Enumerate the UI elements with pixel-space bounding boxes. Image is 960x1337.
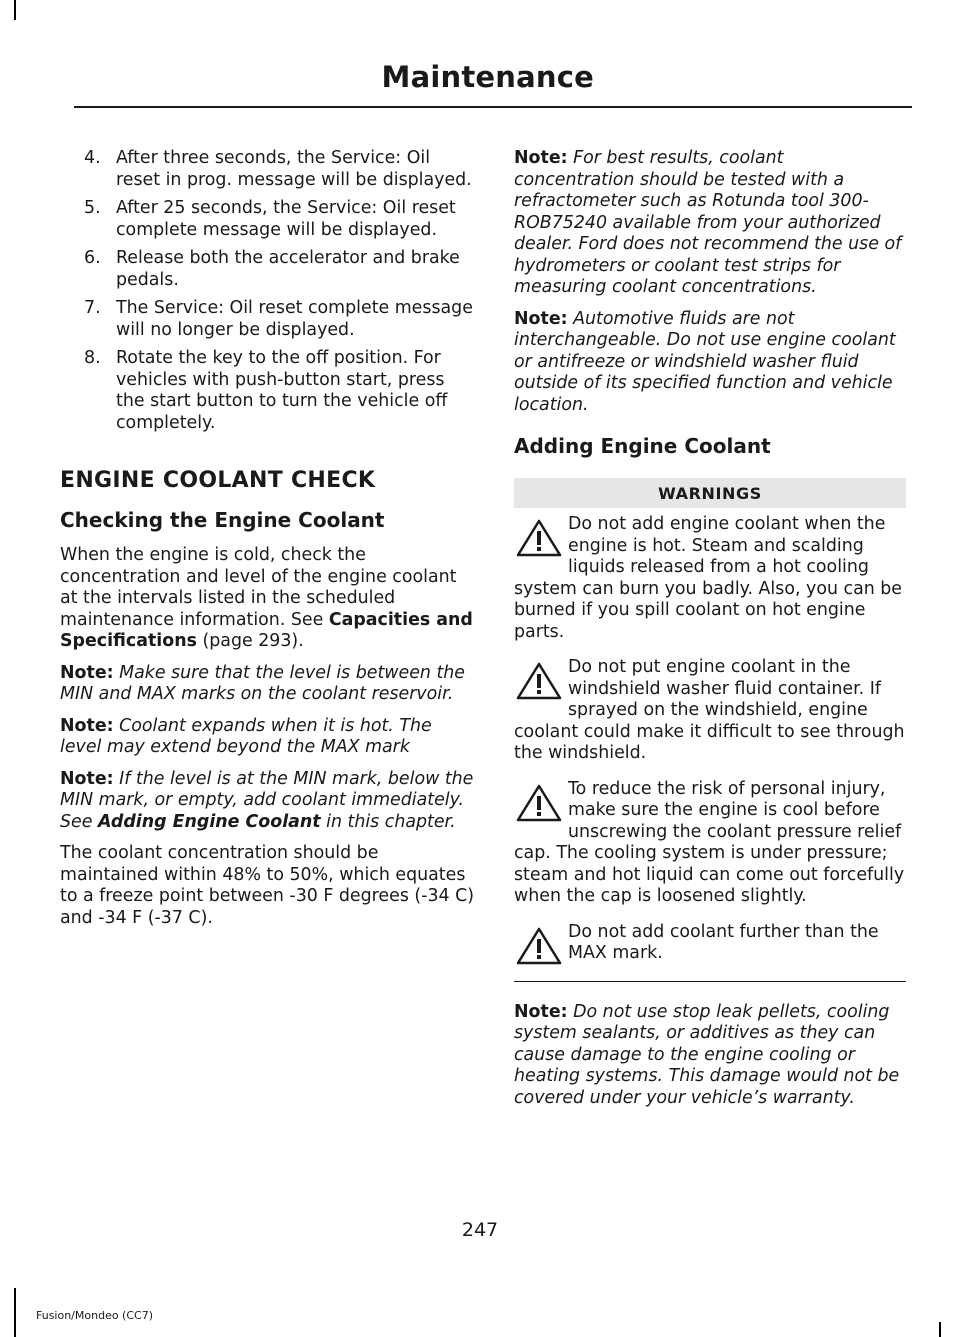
note-text: Make sure that the level is between the MIN and MAX marks on the coolant reservoir. bbox=[60, 662, 466, 704]
intro-suffix: (page 293). bbox=[196, 631, 304, 651]
note-expansion bbox=[60, 716, 476, 759]
step-item bbox=[60, 248, 476, 291]
intro-text: When the engine is cold, check the concentration and level of the engine coolant at the intervals listed in the scheduled maintenance information. See bbox=[60, 545, 457, 630]
step-number: 6. bbox=[84, 248, 101, 268]
footer-model: Fusion/Mondeo (CC7) bbox=[36, 1309, 154, 1322]
right-column bbox=[514, 148, 906, 1119]
note-label: Note: bbox=[514, 1001, 568, 1022]
note-text: Do not use stop leak pellets, cooling system sealants, or additives as they can cause damage to the engine cooling or heating systems. This damage would not be covered under your vehicle’s warranty. bbox=[514, 1001, 900, 1108]
crop-mark-bottom-left bbox=[14, 1288, 16, 1337]
subsection-title-adding: Adding Engine Coolant bbox=[514, 434, 771, 458]
step-number: 4. bbox=[84, 148, 101, 168]
note-label: Note: bbox=[60, 662, 114, 683]
page-number: 247 bbox=[461, 1219, 499, 1241]
step-number: 8. bbox=[84, 348, 101, 368]
section-title: ENGINE COOLANT CHECK bbox=[60, 468, 376, 493]
warning-item bbox=[514, 657, 906, 765]
note-label: Note: bbox=[514, 148, 568, 168]
step-number: 7. bbox=[84, 298, 101, 318]
left-column bbox=[60, 148, 476, 939]
page-header-title: Maintenance bbox=[381, 60, 594, 94]
crop-mark-bottom-right bbox=[939, 1322, 941, 1337]
step-item bbox=[60, 148, 476, 191]
step-text: Release both the accelerator and brake pedals. bbox=[116, 248, 460, 290]
note-label: Note: bbox=[60, 768, 114, 789]
warning-triangle-icon bbox=[514, 659, 564, 703]
warning-triangle-icon bbox=[514, 781, 564, 825]
warning-triangle-icon bbox=[514, 516, 564, 560]
warning-text: Do not put engine coolant in the windshield washer fluid container. If sprayed on the windshield, engine coolant could make it difficult to see through the windshield. bbox=[514, 657, 905, 763]
step-number: 5. bbox=[84, 198, 101, 218]
warnings-end-rule bbox=[514, 981, 906, 982]
note-text: Automotive fluids are not interchangeable. Do not use engine coolant or antifreeze or windshield washer fluid outside of its specified function and vehicle location. bbox=[514, 308, 896, 415]
step-text: The Service: Oil reset complete message will no longer be displayed. bbox=[116, 298, 473, 340]
note-text: If the level is at the MIN mark, below the MIN mark, or empty, add coolant immediately. See bbox=[60, 768, 474, 832]
warnings-header: WARNINGS bbox=[514, 478, 906, 509]
note-label: Note: bbox=[60, 715, 114, 736]
adding-coolant-link[interactable]: Adding Engine Coolant bbox=[97, 811, 321, 832]
note-text: Coolant expands when it is hot. The level may extend beyond the MAX mark bbox=[60, 715, 432, 757]
warning-item bbox=[514, 922, 906, 965]
capacities-link[interactable]: Capacities and Specifications bbox=[60, 609, 473, 651]
procedure-steps bbox=[60, 148, 476, 434]
step-text: After three seconds, the Service: Oil reset in prog. message will be displayed. bbox=[116, 148, 472, 190]
warning-item bbox=[514, 779, 906, 908]
intro-paragraph bbox=[60, 545, 476, 653]
step-text: Rotate the key to the off position. For vehicles with push-button start, press the start button to turn the vehicle off completely. bbox=[116, 348, 448, 433]
note-fluids bbox=[514, 309, 906, 417]
concentration-paragraph: The coolant concentration should be maintained within 48% to 50%, which equates to a freeze point between -30 F degrees (-34 C) and -34 F (-37 C). bbox=[60, 843, 475, 928]
note-text: For best results, coolant concentration should be tested with a refractometer such as Rotunda tool 300-ROB75240 available from your authorized dealer. Ford does not recommend the use of hydrometers or coolant test strips for measuring coolant concentrations. bbox=[514, 148, 902, 297]
step-item bbox=[60, 298, 476, 341]
warning-text: Do not add coolant further than the MAX mark. bbox=[568, 921, 879, 963]
note-level bbox=[60, 663, 476, 706]
warning-triangle-icon bbox=[514, 924, 564, 968]
step-text: After 25 seconds, the Service: Oil reset complete message will be displayed. bbox=[116, 198, 456, 240]
step-item bbox=[60, 198, 476, 241]
crop-mark-top-left bbox=[14, 0, 16, 20]
note-refractometer bbox=[514, 148, 906, 299]
warning-text: To reduce the risk of personal injury, make sure the engine is cool before unscrewing the coolant pressure relief cap. The cooling system is under pressure; steam and hot liquid can come out forcefully when the cap is loosened slightly. bbox=[514, 778, 905, 906]
note-min-level bbox=[60, 769, 476, 834]
note-suffix: in this chapter. bbox=[320, 811, 456, 832]
note-label: Note: bbox=[514, 308, 568, 329]
header-rule bbox=[74, 106, 912, 108]
step-item bbox=[60, 348, 476, 434]
warning-item bbox=[514, 514, 906, 643]
note-stop-leak bbox=[514, 1002, 906, 1110]
subsection-title: Checking the Engine Coolant bbox=[60, 507, 385, 532]
warning-text: Do not add engine coolant when the engine is hot. Steam and scalding liquids released from a hot cooling system can burn you badly. Also, you can be burned if you spill coolant on hot engine parts. bbox=[514, 514, 903, 642]
